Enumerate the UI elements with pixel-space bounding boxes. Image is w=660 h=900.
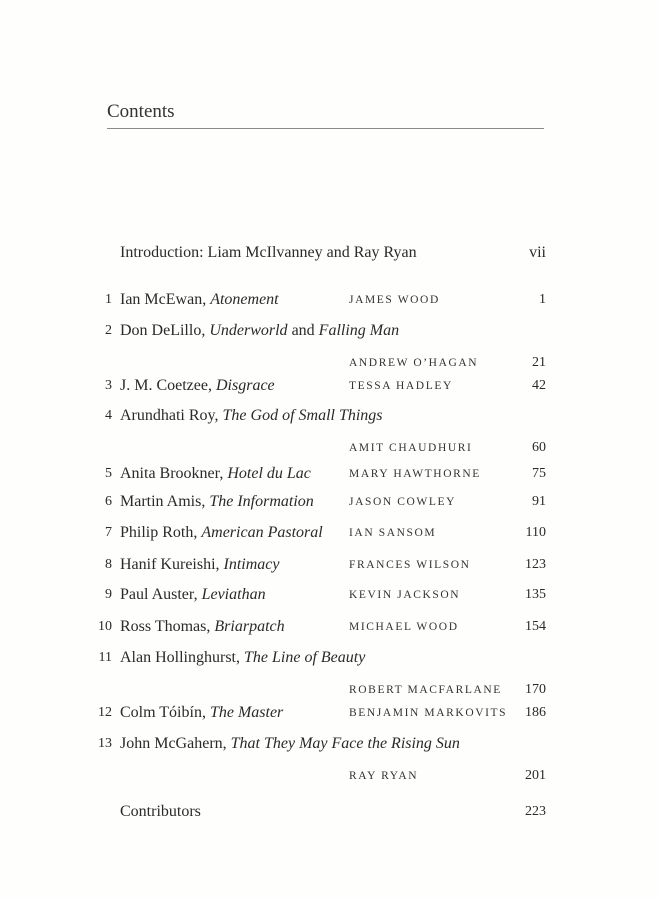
chapter-number: 1 xyxy=(105,292,112,307)
page-number: 60 xyxy=(532,440,546,455)
toc-chapter[interactable] xyxy=(0,291,660,313)
toc-chapter[interactable] xyxy=(0,524,660,546)
novelist: John McGahern xyxy=(120,735,223,752)
work-title: The Master xyxy=(209,704,284,721)
work-title-2: Falling Man xyxy=(318,322,400,339)
novelist: Philip Roth xyxy=(120,524,194,541)
chapter-number: 4 xyxy=(105,408,112,423)
novelist: Paul Auster xyxy=(120,586,194,603)
work-title: Disgrace xyxy=(215,377,275,394)
work-title: The Line of Beauty xyxy=(244,649,366,666)
page-number: 75 xyxy=(532,466,546,481)
chapter-entry: Alan Hollinghurst, The Line of Beauty xyxy=(120,649,366,666)
contributor-name: FRANCES WILSON xyxy=(349,559,471,571)
work-title: Intimacy xyxy=(223,556,280,573)
page-number: 123 xyxy=(525,557,546,572)
novelist: Don DeLillo xyxy=(120,322,202,339)
chapter-number: 7 xyxy=(105,525,112,540)
page-number: 201 xyxy=(525,768,546,783)
toc-chapter[interactable] xyxy=(0,377,660,399)
page-number: 110 xyxy=(525,525,546,540)
contributor-name: ANDREW O’HAGAN xyxy=(349,357,479,369)
title-joiner: and xyxy=(287,322,319,339)
novelist: Colm Tóibín xyxy=(120,704,202,721)
work-title: The God of Small Things xyxy=(222,407,383,424)
chapter-entry: Don DeLillo, Underworld and Falling Man xyxy=(120,322,400,339)
entry-label: Contributors xyxy=(120,803,201,820)
contributor-name: KEVIN JACKSON xyxy=(349,589,461,601)
contributor-name: BENJAMIN MARKOVITS xyxy=(349,707,508,719)
toc-chapter[interactable] xyxy=(0,322,660,370)
chapter-entry: J. M. Coetzee, Disgrace xyxy=(120,377,275,394)
novelist: Anita Brookner xyxy=(120,465,220,482)
novelist: J. M. Coetzee xyxy=(120,377,208,394)
work-title: Briarpatch xyxy=(214,618,285,635)
page-number: 21 xyxy=(532,355,546,370)
page-number: vii xyxy=(529,244,546,261)
chapter-number: 10 xyxy=(98,619,112,634)
work-title: Atonement xyxy=(210,291,279,308)
toc-chapter[interactable] xyxy=(0,735,660,783)
chapter-number: 3 xyxy=(105,378,112,393)
chapter-entry: John McGahern, That They May Face the Rising Sun xyxy=(120,735,460,752)
chapter-number: 13 xyxy=(98,736,112,751)
chapter-number: 9 xyxy=(105,587,112,602)
toc-introduction[interactable] xyxy=(0,244,660,266)
chapter-entry: Hanif Kureishi, Intimacy xyxy=(120,556,280,573)
chapter-number: 12 xyxy=(98,705,112,720)
page-number: 1 xyxy=(539,292,546,307)
work-title: Hotel du Lac xyxy=(227,465,311,482)
toc-chapter[interactable] xyxy=(0,704,660,726)
toc-chapter[interactable] xyxy=(0,493,660,515)
contributor-name: IAN SANSOM xyxy=(349,527,437,539)
entry-label: Introduction: Liam McIlvanney and Ray Ryan xyxy=(120,244,417,261)
toc-chapter[interactable] xyxy=(0,618,660,640)
contributor-name: RAY RYAN xyxy=(349,770,419,782)
chapter-number: 11 xyxy=(98,650,112,665)
toc-chapter[interactable] xyxy=(0,556,660,578)
chapter-number: 8 xyxy=(105,557,112,572)
toc-chapter[interactable] xyxy=(0,465,660,487)
work-title: That They May Face the Rising Sun xyxy=(230,735,460,752)
toc-chapter[interactable] xyxy=(0,407,660,455)
work-title: The Information xyxy=(209,493,314,510)
contributor-name: TESSA HADLEY xyxy=(349,380,453,392)
novelist: Hanif Kureishi xyxy=(120,556,216,573)
chapter-entry: Arundhati Roy, The God of Small Things xyxy=(120,407,383,424)
contributor-name: ROBERT MACFARLANE xyxy=(349,684,502,696)
page-number: 186 xyxy=(525,705,546,720)
contributor-name: MICHAEL WOOD xyxy=(349,621,459,633)
toc-chapter[interactable] xyxy=(0,649,660,697)
chapter-entry: Martin Amis, The Information xyxy=(120,493,314,510)
page-number: 170 xyxy=(525,682,546,697)
contributor-name: JASON COWLEY xyxy=(349,496,457,508)
contributor-name: MARY HAWTHORNE xyxy=(349,468,481,480)
work-title: American Pastoral xyxy=(201,524,323,541)
toc-chapter[interactable] xyxy=(0,586,660,608)
page-number: 42 xyxy=(532,378,546,393)
page-number: 223 xyxy=(525,804,546,819)
page-title: Contents xyxy=(107,101,175,122)
chapter-entry: Colm Tóibín, The Master xyxy=(120,704,284,721)
page-number: 135 xyxy=(525,587,546,602)
toc-contributors[interactable] xyxy=(0,803,660,825)
novelist: Martin Amis xyxy=(120,493,202,510)
contributor-name: JAMES WOOD xyxy=(349,294,440,306)
novelist: Ross Thomas xyxy=(120,618,207,635)
work-title: Underworld xyxy=(209,322,288,339)
chapter-entry: Ian McEwan, Atonement xyxy=(120,291,279,308)
chapter-entry: Ross Thomas, Briarpatch xyxy=(120,618,285,635)
title-rule xyxy=(107,128,544,129)
chapter-entry: Anita Brookner, Hotel du Lac xyxy=(120,465,311,482)
novelist: Ian McEwan xyxy=(120,291,203,308)
contributor-name: AMIT CHAUDHURI xyxy=(349,442,473,454)
novelist: Alan Hollinghurst xyxy=(120,649,236,666)
page-number: 154 xyxy=(525,619,546,634)
chapter-number: 6 xyxy=(105,494,112,509)
work-title: Leviathan xyxy=(201,586,266,603)
chapter-number: 2 xyxy=(105,323,112,338)
chapter-entry: Paul Auster, Leviathan xyxy=(120,586,266,603)
page-number: 91 xyxy=(532,494,546,509)
chapter-entry: Philip Roth, American Pastoral xyxy=(120,524,323,541)
novelist: Arundhati Roy xyxy=(120,407,215,424)
chapter-number: 5 xyxy=(105,466,112,481)
